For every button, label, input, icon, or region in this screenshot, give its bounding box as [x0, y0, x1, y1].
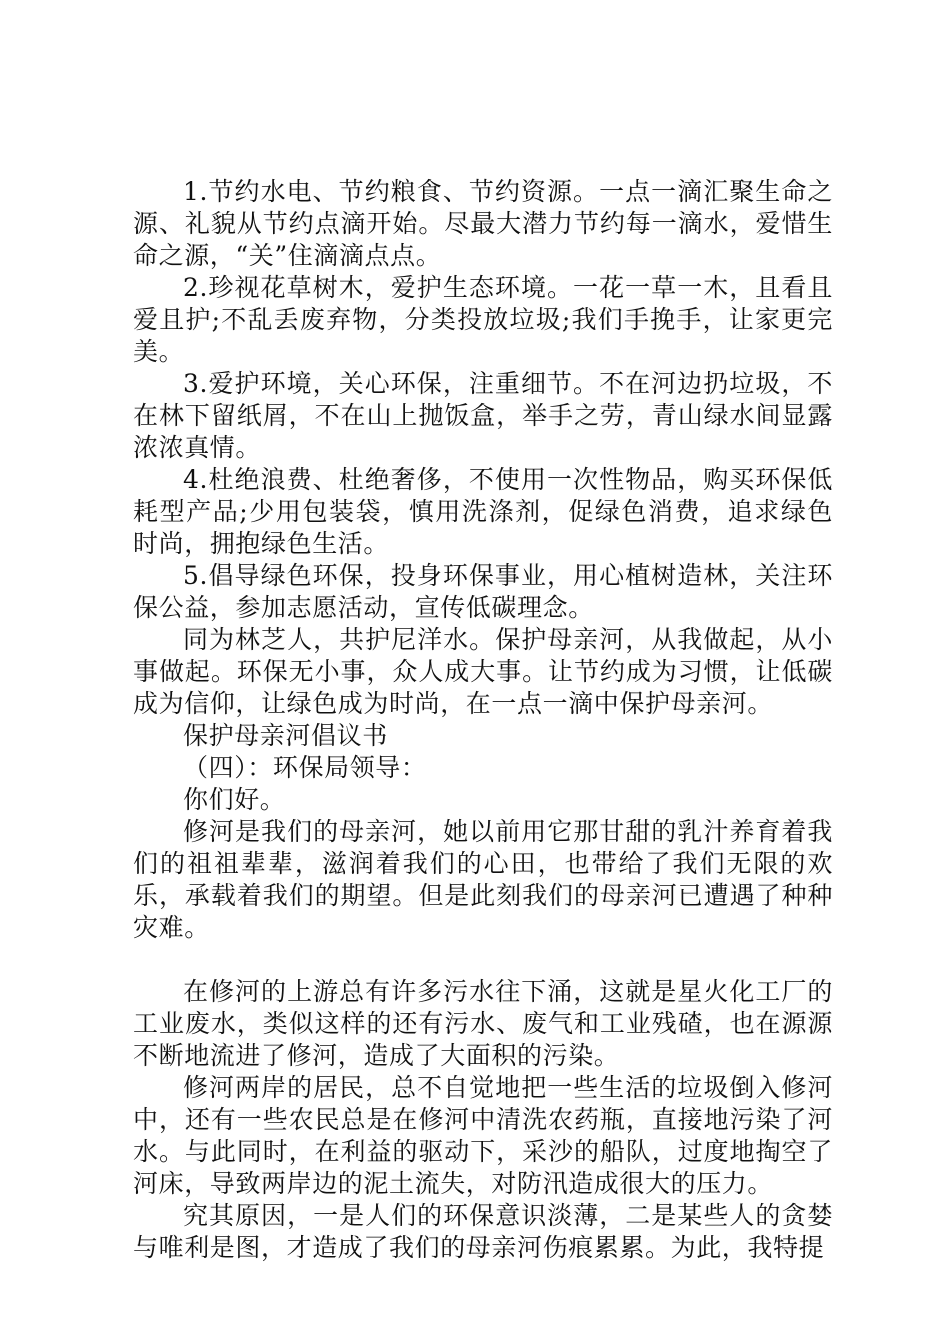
paragraph-3: 3.爱护环境，关心环保，注重细节。不在河边扔垃圾，不在林下留纸屑，不在山上抛饭盒，举手之劳，青山绿水间显露浓浓真情。: [133, 369, 833, 462]
blank-line: [133, 944, 833, 976]
paragraph-9: 修河两岸的居民，总不自觉地把一些生活的垃圾倒入修河中，还有一些农民总是在修河中清洗农药瓶，直接地污染了河水。与此同时，在利益的驱动下，采沙的船队，过度地掏空了河床，导致两岸边的泥土流失，对防汛造成很大的压力。: [133, 1073, 833, 1198]
paragraph-2: 2.珍视花草树木，爱护生态环境。一花一草一木，且看且爱且护;不乱丢废弃物，分类投放垃圾;我们手挽手，让家更完美。: [133, 273, 833, 366]
paragraph-1: 1.节约水电、节约粮食、节约资源。一点一滴汇聚生命之源、礼貌从节约点滴开始。尽最大潜力节约每一滴水，爱惜生命之源，“关”住滴滴点点。: [133, 177, 833, 270]
document-body: [133, 176, 833, 1264]
paragraph-8: 在修河的上游总有许多污水往下涌，这就是星火化工厂的工业废水，类似这样的还有污水、废气和工业残碴，也在源源不断地流进了修河，造成了大面积的污染。: [133, 977, 833, 1070]
paragraph-7: 修河是我们的母亲河，她以前用它那甘甜的乳汁养育着我们的祖祖辈辈，滋润着我们的心田，也带给了我们无限的欢乐，承载着我们的期望。但是此刻我们的母亲河已遭遇了种种灾难。: [133, 817, 833, 942]
document-title: 保护母亲河倡议书: [183, 721, 388, 750]
paragraph-10: 究其原因，一是人们的环保意识淡薄，二是某些人的贪婪与唯利是图，才造成了我们的母亲河伤痕累累。为此，我特提: [133, 1201, 833, 1262]
greeting: 你们好。: [183, 785, 286, 814]
paragraph-5: 5.倡导绿色环保，投身环保事业，用心植树造林，关注环保公益，参加志愿活动，宣传低碳理念。: [133, 561, 833, 622]
paragraph-6: 同为林芝人，共护尼洋水。保护母亲河，从我做起，从小事做起。环保无小事，众人成大事。让节约成为习惯，让低碳成为信仰，让绿色成为时尚，在一点一滴中保护母亲河。: [133, 625, 833, 718]
salutation-heading: （四）：环保局领导：: [183, 753, 427, 782]
paragraph-4: 4.杜绝浪费、杜绝奢侈，不使用一次性物品，购买环保低耗型产品;少用包装袋，慎用洗涤剂，促绿色消费，追求绿色时尚，拥抱绿色生活。: [133, 465, 833, 558]
